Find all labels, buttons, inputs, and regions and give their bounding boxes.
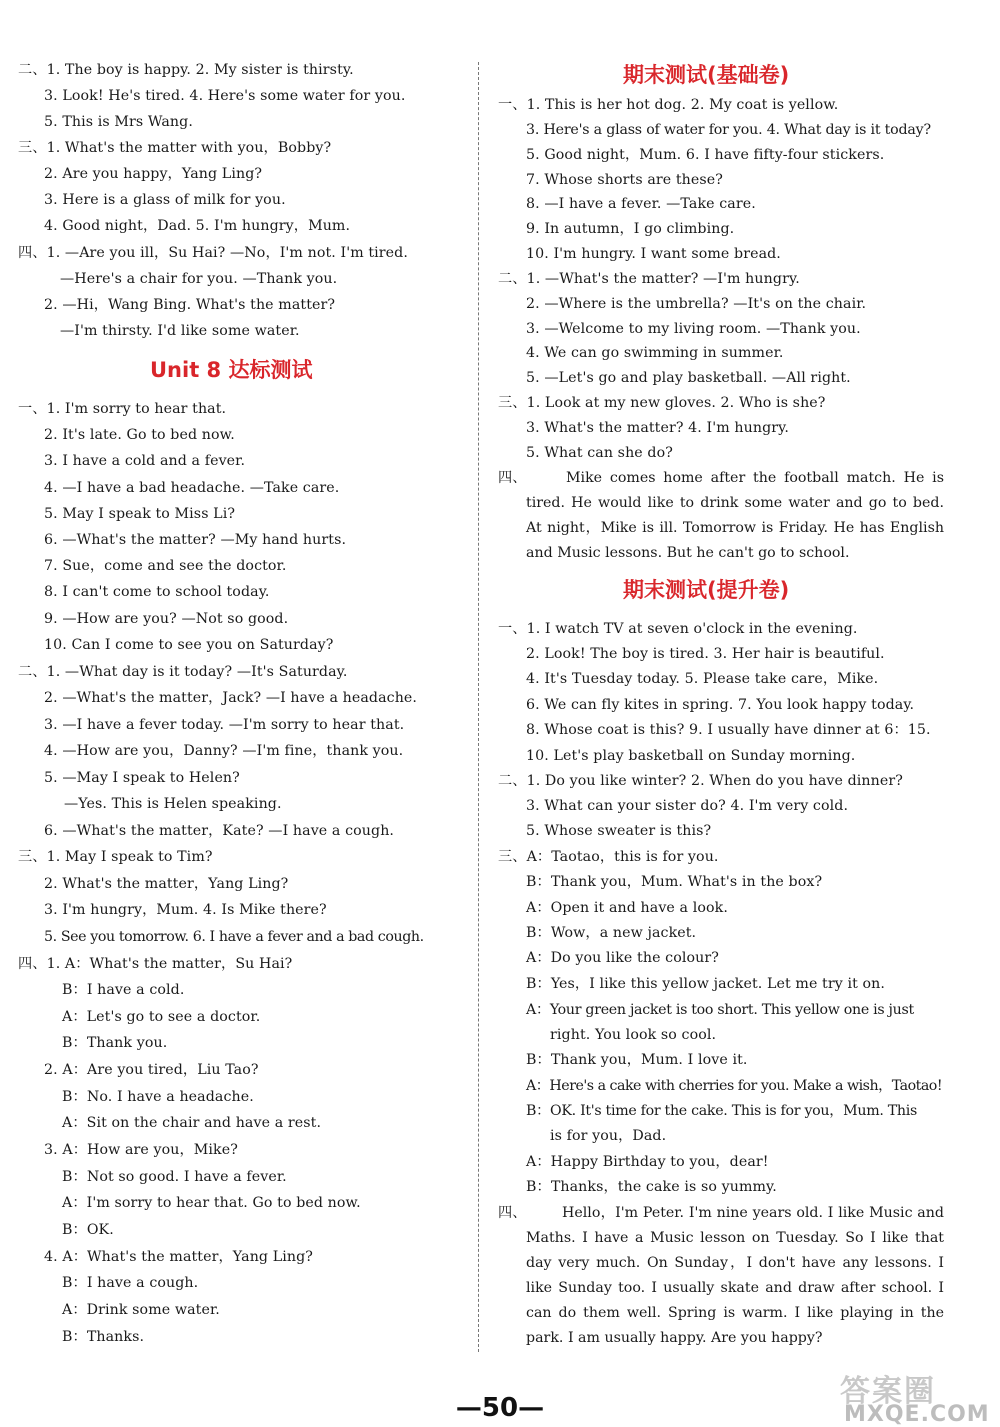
answer-line: 4. A：What's the matter，Yang Ling? [44, 1249, 314, 1265]
answer-line: 6. —What's the matter，Kate? —I have a cough. [44, 823, 395, 839]
answer-line: 8. Whose coat is this? 9. I usually have dinner at 6：15. [526, 722, 931, 738]
answer-line: 3. I'm hungry，Mum. 4. Is Mike there? [44, 902, 327, 918]
answer-line: 四、1. A：What's the matter，Su Hai? [18, 956, 293, 972]
answer-line: 三、A：Taotao，this is for you. [498, 849, 719, 865]
answer-line: 一、1. This is her hot dog. 2. My coat is yellow. [498, 97, 839, 113]
answer-line: 5. This is Mrs Wang. [44, 114, 193, 130]
answer-line: 三、1. What's the matter with you，Bobby? [18, 140, 332, 156]
answer-line: 二、1. —What's the matter? —I'm hungry. [498, 271, 800, 287]
answer-line: 2. Are you happy，Yang Ling? [44, 166, 263, 182]
answer-line: 10. I'm hungry. I want some bread. [526, 246, 781, 262]
answer-line: 3. I have a cold and a fever. [44, 453, 246, 469]
answer-line: B：Thank you，Mum. I love it. [526, 1052, 748, 1068]
answer-line: 一、1. I watch TV at seven o'clock in the evening. [498, 621, 858, 637]
answer-line: B：OK. It's time for the cake. This is for you，Mum. This [526, 1103, 917, 1119]
answer-line: B：OK. [62, 1222, 114, 1238]
answer-line: 3. Look! He's tired. 4. Here's some water for you. [44, 88, 406, 104]
answer-line: 三、1. Look at my new gloves. 2. Who is she? [498, 395, 826, 411]
answer-line: 4. —I have a bad headache. —Take care. [44, 480, 340, 496]
answer-line: B：Thanks. [62, 1329, 145, 1345]
answer-line: 四、1. —Are you ill，Su Hai? —No，I'm not. I'm tired. [18, 245, 408, 261]
answer-line: A：Let's go to see a doctor. [62, 1009, 261, 1025]
answer-line: 2. What's the matter，Yang Ling? [44, 876, 289, 892]
watermark-text-top: 答案圈 [840, 1374, 936, 1409]
answer-line: A：Sit on the chair and have a rest. [62, 1115, 322, 1131]
answer-line: A：Here's a cake with cherries for you. Make a wish，Taotao! [526, 1078, 943, 1094]
answer-line: is for you，Dad. [550, 1128, 667, 1144]
answer-line: 5. May I speak to Miss Li? [44, 506, 236, 522]
answer-line: B：Wow，a new jacket. [526, 925, 697, 941]
answer-line: 10. Can I come to see you on Saturday? [44, 637, 334, 653]
answer-line: A：Do you like the colour? [526, 950, 719, 966]
answer-line: 二、1. The boy is happy. 2. My sister is thirsty. [18, 62, 354, 78]
watermark-text-bottom: MXQE.COM [844, 1402, 990, 1427]
answer-line: 7. Sue，come and see the doctor. [44, 558, 287, 574]
answer-line: 5. Good night，Mum. 6. I have fifty-four stickers. [526, 147, 885, 163]
answer-line: 5. —May I speak to Helen? [44, 770, 240, 786]
answer-line: 3. —I have a fever today. —I'm sorry to hear that. [44, 717, 405, 733]
answer-paragraph: Hello，I'm Peter. I'm nine years old. I like Music and Maths. I have a Music lesson on Tuesday. So I like that day very much. On Sunday，I don't have any lessons. I like Sunday too. I usually skate and draw after school. I can do them well. Spring is warm. I like playing in the park. I am usually happy. Are you happy? [526, 1205, 944, 1346]
answer-line: B：Thank you，Mum. What's in the box? [526, 874, 823, 890]
answer-line: B：Thanks，the cake is so yummy. [526, 1179, 777, 1195]
answer-line: 9. In autumn，I go climbing. [526, 221, 735, 237]
section-label: 四、 [498, 1205, 527, 1221]
answer-line: 二、1. Do you like winter? 2. When do you have dinner? [498, 773, 903, 789]
answer-line: 一、1. I'm sorry to hear that. [18, 401, 227, 417]
answer-line: A：Your green jacket is too short. This yellow one is just [526, 1002, 914, 1018]
answer-line: 5. See you tomorrow. 6. I have a fever and a bad cough. [44, 929, 424, 945]
answer-line: 4. —How are you，Danny? —I'm fine，thank you. [44, 743, 404, 759]
answer-line: B：I have a cold. [62, 982, 185, 998]
answer-line: 5. What can she do? [526, 445, 673, 461]
answer-line: right. You look so cool. [550, 1027, 717, 1043]
answer-line: B：I have a cough. [62, 1275, 199, 1291]
advanced-test-heading: 期末测试(提升卷) [623, 578, 790, 602]
answer-line: 3. —Welcome to my living room. —Thank you. [526, 321, 861, 337]
answer-line: 3. Here's a glass of water for you. 4. What day is it today? [526, 122, 931, 138]
answer-line: 4. It's Tuesday today. 5. Please take care，Mike. [526, 671, 879, 687]
answer-line: 3. What's the matter? 4. I'm hungry. [526, 420, 789, 436]
answer-line: 3. A：How are you，Mike? [44, 1142, 238, 1158]
answer-line: 2. Look! The boy is tired. 3. Her hair is beautiful. [526, 646, 885, 662]
answer-line: 5. —Let's go and play basketball. —All right. [526, 370, 851, 386]
answer-line: 6. We can fly kites in spring. 7. You look happy today. [526, 697, 915, 713]
answer-line: 2. —Where is the umbrella? —It's on the chair. [526, 296, 867, 312]
answer-line: 6. —What's the matter? —My hand hurts. [44, 532, 347, 548]
answer-line: 10. Let's play basketball on Sunday morning. [526, 748, 856, 764]
answer-line: 4. Good night，Dad. 5. I'm hungry，Mum. [44, 218, 351, 234]
answer-line: 2. —Hi，Wang Bing. What's the matter? [44, 297, 336, 313]
watermark-logo [830, 1368, 1000, 1427]
basic-test-heading: 期末测试(基础卷) [623, 63, 790, 87]
answer-line: 7. Whose shorts are these? [526, 172, 723, 188]
answer-line: 9. —How are you? —Not so good. [44, 611, 289, 627]
answer-line: 2. —What's the matter，Jack? —I have a headache. [44, 690, 418, 706]
answer-line: A：Drink some water. [62, 1302, 220, 1318]
column-divider [478, 62, 479, 1352]
answer-line: 2. A：Are you tired，Liu Tao? [44, 1062, 259, 1078]
answer-line: —I'm thirsty. I'd like some water. [60, 323, 300, 339]
answer-paragraph: Mike comes home after the football match. He is tired. He would like to drink some water and go to bed. At night，Mike is ill. Tomorrow is Friday. He has English and Music lessons. But he can't go to school. [526, 470, 944, 561]
answer-line: 三、1. May I speak to Tim? [18, 849, 213, 865]
answer-line: B：Yes，I like this yellow jacket. Let me try it on. [526, 976, 886, 992]
answer-line: —Yes. This is Helen speaking. [64, 796, 282, 812]
answer-line: A：Happy Birthday to you，dear! [526, 1154, 769, 1170]
answer-line: 3. What can your sister do? 4. I'm very cold. [526, 798, 849, 814]
answer-line: 2. It's late. Go to bed now. [44, 427, 235, 443]
answer-line: A：I'm sorry to hear that. Go to bed now. [62, 1195, 361, 1211]
answer-line: B：Thank you. [62, 1035, 168, 1051]
answer-line: 5. Whose sweater is this? [526, 823, 712, 839]
answer-line: A：Open it and have a look. [526, 900, 728, 916]
answer-line: —Here's a chair for you. —Thank you. [60, 271, 338, 287]
answer-line: 二、1. —What day is it today? —It's Saturday. [18, 664, 348, 680]
page-number: —50— [455, 1393, 545, 1423]
answer-line: 3. Here is a glass of milk for you. [44, 192, 286, 208]
answer-line: 4. We can go swimming in summer. [526, 345, 784, 361]
answer-line: B：Not so good. I have a fever. [62, 1169, 287, 1185]
section-label: 四、 [498, 470, 527, 486]
unit8-heading: Unit 8 达标测试 [150, 358, 313, 382]
answer-line: 8. —I have a fever. —Take care. [526, 196, 756, 212]
answer-line: B：No. I have a headache. [62, 1089, 254, 1105]
answer-line: 8. I can't come to school today. [44, 584, 270, 600]
